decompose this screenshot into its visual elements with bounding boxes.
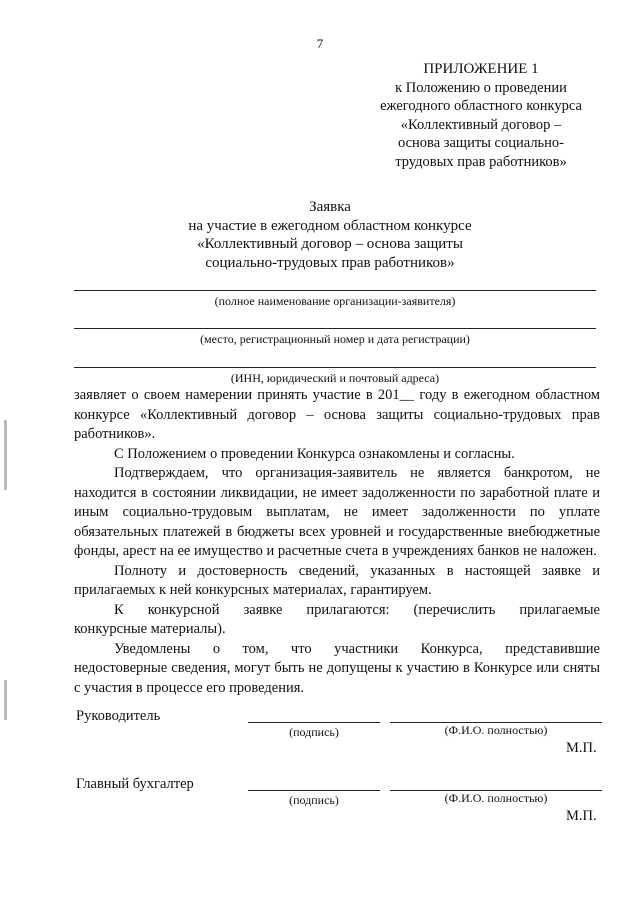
appendix-line: «Коллективный договор –	[400, 116, 562, 133]
paragraph-confirmation: Подтверждаем, что организация-заявитель не является банкротом, не находится в состоянии ликвидации, не имеет задолженности по заработной плате и иным социально-трудовым выплатам, не имеет задолженности по уплате обязательных платежей в бюджеты всех уровней и государственные внебюджетные фонды, арест на ее имущество и расчетные счета в учреждениях банков не наложен.	[74, 465, 600, 559]
appendix-line: трудовых прав работников»	[395, 153, 567, 170]
paragraph-guarantee: Полноту и достоверность сведений, указанных в настоящей заявке и прилагаемых к ней конкурсных материалах, гарантируем.	[74, 562, 600, 598]
appendix-line: к Положению о проведении	[395, 79, 567, 96]
word: о	[212, 640, 221, 657]
org-name-line	[74, 290, 596, 291]
paragraph-notice-end: недостоверные сведения, могут быть не допущены к участию в Конкурсе или сняты с участия в процессе его проведения.	[74, 660, 600, 696]
appendix-title: ПРИЛОЖЕНИЕ 1	[423, 61, 539, 77]
paragraph-intent: заявляет о своем намерении принять участие в 201__ году в ежегодном областном конкурсе «Коллективный договор – основа защиты социально-трудовых прав работников».	[74, 387, 600, 442]
application-title: Заявка	[309, 199, 351, 215]
word: прилагаются:	[306, 601, 390, 618]
paragraph-notice-first-line	[74, 640, 600, 660]
registration-caption: (место, регистрационный номер и дата регистрации)	[200, 332, 470, 346]
paragraph-attachments-first-line	[74, 601, 600, 621]
word: том,	[242, 640, 269, 657]
director-signature-caption: (подпись)	[289, 725, 339, 739]
word: конкурсной	[147, 601, 220, 618]
body-text	[74, 386, 600, 698]
registration-line	[74, 328, 596, 329]
word: (перечислить	[413, 601, 496, 618]
director-signature-line[interactable]	[248, 722, 380, 723]
inn-caption: (ИНН, юридический и почтовый адреса)	[230, 371, 440, 385]
appendix-line: основа защиты социально-	[397, 135, 565, 151]
director-label: Руководитель	[76, 708, 161, 724]
word: представившие	[505, 640, 600, 657]
application-subtitle-line: на участие в ежегодном областном конкурсе	[188, 217, 472, 234]
appendix-line: ежегодного областного конкурса	[380, 98, 582, 114]
director-stamp-place: М.П.	[566, 740, 597, 756]
application-heading	[60, 198, 600, 272]
appendix-header	[352, 60, 610, 171]
word: Уведомлены	[114, 640, 191, 657]
scan-margin-mark	[4, 420, 7, 490]
scan-margin-mark	[4, 680, 7, 720]
word: К	[114, 601, 124, 618]
inn-field[interactable]	[74, 367, 596, 386]
org-name-field[interactable]	[74, 290, 596, 309]
application-subtitle-line: «Коллективный договор – основа защиты	[197, 236, 463, 252]
accountant-stamp-place: М.П.	[566, 808, 597, 824]
accountant-label: Главный бухгалтер	[76, 776, 194, 792]
paragraph-attachments-end: конкурсные материалы).	[74, 621, 226, 637]
accountant-signature-line[interactable]	[248, 790, 380, 791]
registration-field[interactable]	[74, 328, 596, 347]
word: прилагаемые	[519, 601, 600, 618]
word: заявке	[243, 601, 283, 618]
word: участники	[334, 640, 399, 657]
inn-line	[74, 367, 596, 368]
accountant-signature-caption: (подпись)	[289, 793, 339, 807]
accountant-name-caption: (Ф.И.О. полностью)	[444, 791, 548, 805]
director-name-caption: (Ф.И.О. полностью)	[444, 723, 548, 737]
paragraph-agreement: С Положением о проведении Конкурса ознакомлены и согласны.	[114, 445, 515, 462]
word: Конкурса,	[420, 640, 483, 657]
org-name-caption: (полное наименование организации-заявителя)	[214, 294, 456, 308]
application-subtitle-line: социально-трудовых прав работников»	[205, 254, 455, 271]
page-number: 7	[316, 36, 324, 51]
word: что	[290, 640, 312, 657]
